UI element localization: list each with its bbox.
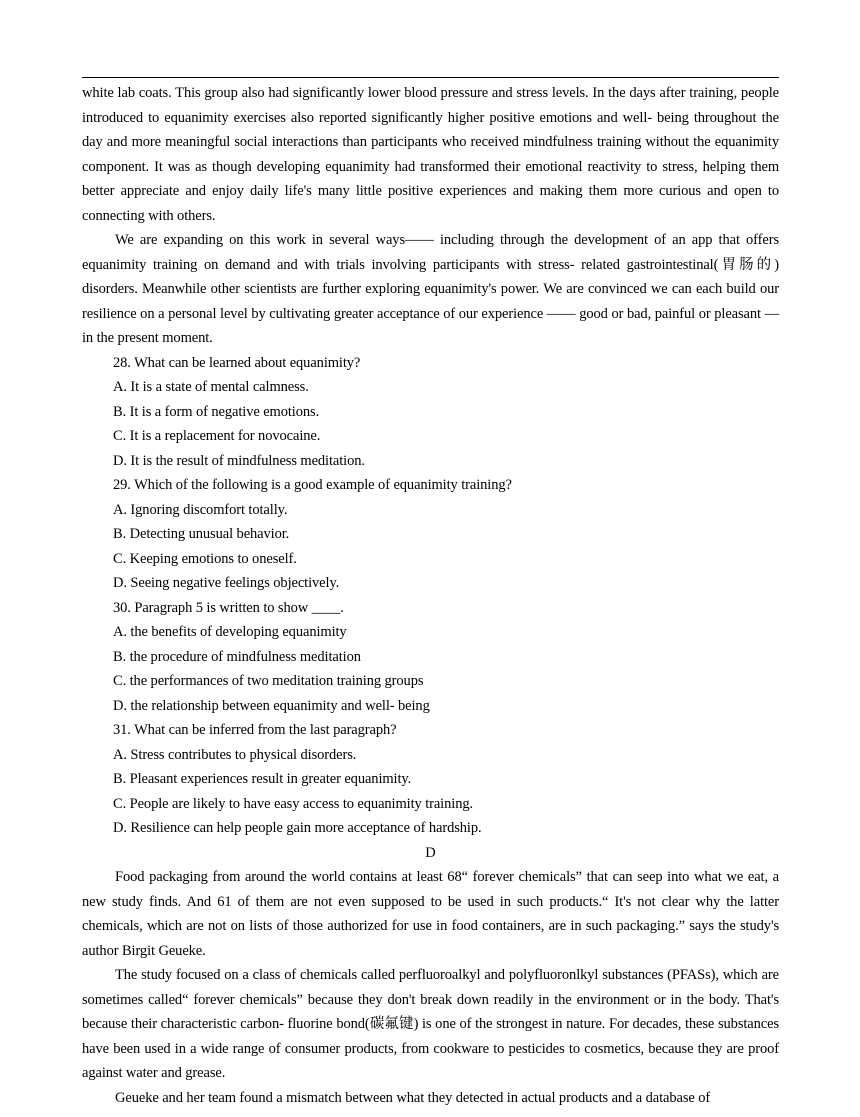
option-d: D. It is the result of mindfulness meditation. bbox=[113, 452, 365, 469]
option-c: C. It is a replacement for novocaine. bbox=[113, 428, 321, 444]
passage-paragraph-1: white lab coats. This group also had significantly lower blood pressure and stress levels. In the days after training, people introduced to equanimity exercises also reported significantly higher positive emotions and well- being throughout the day and more meaningful social interactions than participants who received mindfulness training without the equanimity component. It was as though developing equanimity had transformed their emotional reactivity to stress, helping them better appreciate and enjoy daily life's many little positive experiences and making them more curious and open to connecting with others. bbox=[82, 85, 779, 224]
option-a: A. Ignoring discomfort totally. bbox=[113, 501, 288, 518]
question-stem: 31. What can be inferred from the last paragraph? bbox=[113, 722, 397, 738]
option-a: A. It is a state of mental calmness. bbox=[113, 379, 309, 395]
option-b: B. Pleasant experiences result in greater equanimity. bbox=[113, 771, 412, 787]
section-heading: D bbox=[425, 844, 436, 861]
question-stem: 28. What can be learned about equanimity? bbox=[113, 354, 361, 371]
section-d-paragraph-2: The study focused on a class of chemicals called perfluoroalkyl and polyfluoronlkyl substances (PFASs), which are sometimes called“ forever chemicals” because they don't break down readily in the environment or in the body. That's because their characteristic carbon- fluorine bond(碳氟键) is one of the strongest in nature. For decades, these substances have been used in a wide range of consumer products, from cookware to pesticides to cosmetics, because they are proof against water and grease. bbox=[82, 967, 779, 1081]
section-d-paragraph-1: Food packaging from around the world contains at least 68“ forever chemicals” that can seep into what we eat, a new study finds. And 61 of them are not even supposed to be used in such products.“ It's not clear why the latter chemicals, which are not on lists of those authorized for use in food containers, are in such packaging.” says the study's author Birgit Geueke. bbox=[82, 869, 779, 959]
option-b: B. the procedure of mindfulness meditation bbox=[113, 648, 361, 665]
option-d: D. Seeing negative feelings objectively. bbox=[113, 575, 340, 591]
option-d: D. the relationship between equanimity and well- being bbox=[113, 697, 430, 714]
question-30 bbox=[82, 596, 779, 719]
question-stem: 30. Paragraph 5 is written to show ____. bbox=[113, 599, 344, 616]
option-c: C. People are likely to have easy access to equanimity training. bbox=[113, 795, 474, 812]
passage-paragraph-2: We are expanding on this work in several ways—— including through the development of an app that offers equanimity training on demand and with trials involving participants with stress- related gastrointestinal(胃肠的) disorders. Meanwhile other scientists are further exploring equanimity's power. We are convinced we can each build our resilience on a personal level by cultivating greater acceptance of our experience —— good or bad, painful or pleasant — in the present moment. bbox=[82, 232, 779, 346]
question-29 bbox=[82, 473, 779, 596]
option-d: D. Resilience can help people gain more acceptance of hardship. bbox=[113, 820, 482, 836]
section-d-paragraph-3: Geueke and her team found a mismatch between what they detected in actual products and a database of bbox=[115, 1089, 711, 1106]
option-c: C. Keeping emotions to oneself. bbox=[113, 550, 297, 567]
header-rule bbox=[82, 77, 779, 78]
question-31 bbox=[82, 718, 779, 841]
question-28 bbox=[82, 351, 779, 474]
option-b: B. It is a form of negative emotions. bbox=[113, 403, 320, 420]
option-b: B. Detecting unusual behavior. bbox=[113, 526, 290, 542]
document-page bbox=[82, 77, 779, 1110]
option-a: A. the benefits of developing equanimity bbox=[113, 624, 347, 640]
option-c: C. the performances of two meditation training groups bbox=[113, 673, 424, 689]
question-stem: 29. Which of the following is a good example of equanimity training? bbox=[113, 477, 512, 493]
option-a: A. Stress contributes to physical disorders. bbox=[113, 746, 357, 763]
